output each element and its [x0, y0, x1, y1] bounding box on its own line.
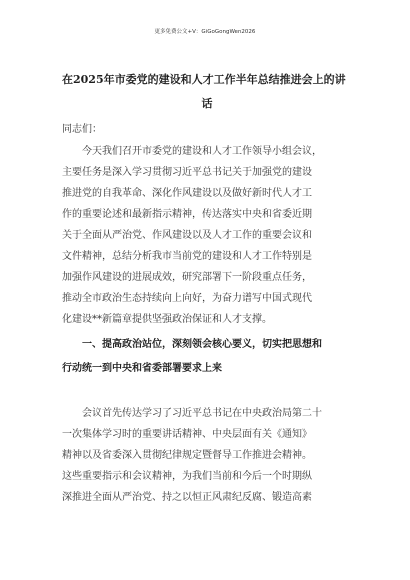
paragraph-line: 会议首先传达学习了习近平总书记在中央政治局第二十: [82, 408, 322, 419]
section-heading-1: [62, 333, 362, 381]
paragraph-line: 深推进全面从严治党、持之以恒正风肃纪反腐、锻造高素: [62, 492, 312, 503]
paragraph-line: 加强作风建设的进展成效，研究部署下一阶段重点任务，: [62, 272, 312, 283]
paragraph-line: 精神以及省委深入贯彻纪律规定暨督导工作推进会精神。: [62, 450, 312, 461]
document-title: [62, 68, 352, 116]
paragraph-line: 关于全面从严治党、作风建设以及人才工作的重要会议和: [62, 230, 312, 241]
paragraph-1: [62, 141, 362, 330]
paragraph-line: 主要任务是深入学习贯彻习近平总书记关于加强党的建设: [62, 167, 312, 178]
paragraph-line: 文件精神，总结分析我市当前党的建设和人才工作特别是: [62, 251, 312, 262]
paragraph-line: 作的重要论述和最新指示精神，传达落实中央和省委近期: [62, 209, 312, 220]
heading-line: 一、提高政治站位，深刻领会核心要义，切实把思想和: [82, 339, 322, 350]
title-line-2: 话: [201, 97, 213, 110]
heading-line: 行动统一到中央和省委部署要求上来: [62, 363, 222, 374]
paragraph-line: 今天我们召开市委党的建设和人才工作领导小组会议，: [82, 146, 322, 157]
paragraph-line: 这些重要指示和会议精神，为我们当前和今后一个时期纵: [62, 471, 312, 482]
paragraph-2: [62, 403, 362, 508]
header-note: 更多免费公文+V：GiGoGongWen2026: [154, 29, 256, 35]
paragraph-line: 推进党的自我革命、深化作风建设以及做好新时代人才工: [62, 188, 312, 199]
greeting: 同志们：: [62, 124, 102, 135]
paragraph-line: 一次集体学习时的重要讲话精神、中央层面有关《通知》: [62, 429, 312, 440]
paragraph-line: 化建设**新篇章提供坚强政治保证和人才支撑。: [62, 314, 272, 325]
title-line-1: 在2025年市委党的建设和人才工作半年总结推进会上的讲: [62, 73, 346, 86]
paragraph-line: 推动全市政治生态持续向上向好，为奋力谱写中国式现代: [62, 293, 312, 304]
